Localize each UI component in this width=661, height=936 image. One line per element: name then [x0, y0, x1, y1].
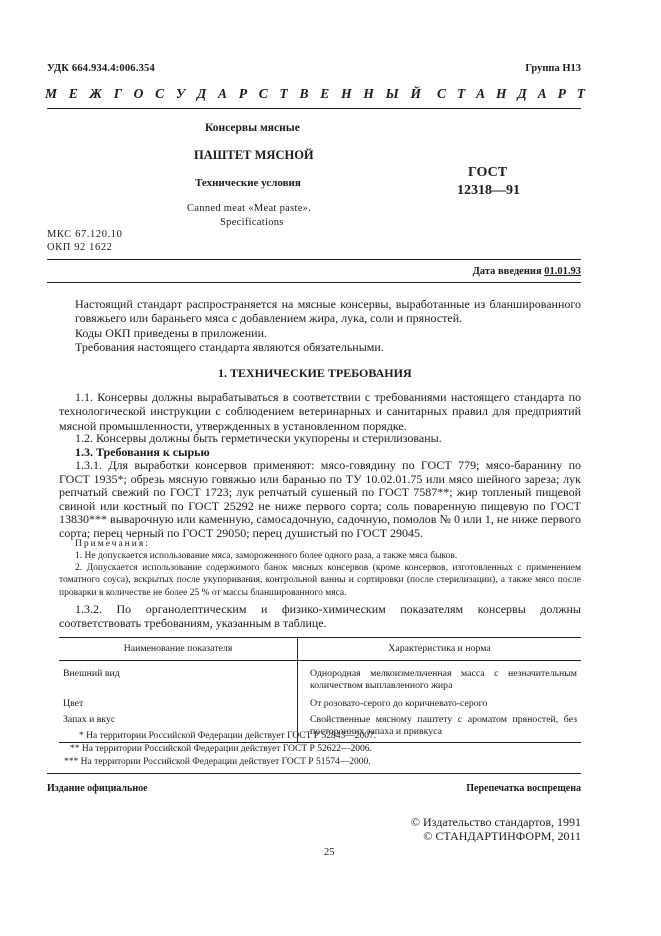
note-2: 2. Допускается использование содержимого банок мясных консервов (кроме консервов, изготовленных с применением томатного соуса), вскрытых после укупоривания, контрольной ванны и сортировки (после стерилизации), а также мясо после проварки в количестве не более 25 % от массы бланшированного мяса.	[59, 563, 581, 598]
table-cell-name: Запах и вкус	[59, 714, 298, 743]
footnote-3: *** На территории Российской Федерации действует ГОСТ Р 51574—2000.	[64, 757, 371, 767]
mandatory-note: Требования настоящего стандарта являются обязательными.	[75, 340, 384, 354]
banner-letter: Н	[496, 86, 507, 101]
standard-banner	[45, 86, 585, 102]
footnote-1: * На территории Российской Федерации действует ГОСТ Р 52843—2007.	[79, 731, 377, 741]
banner-letter: Ж	[89, 86, 102, 101]
banner-letter: Ы	[385, 86, 399, 101]
copyright-1991: © Издательство стандартов, 1991	[410, 815, 581, 829]
banner-letter: Н	[341, 86, 352, 101]
table-cell-name: Внешний вид	[59, 661, 298, 699]
okp-code: ОКП 92 1622	[47, 242, 113, 253]
date-rule	[47, 282, 581, 283]
banner-letter: Д	[517, 86, 527, 101]
footnote-2: ** На территории Российской Федерации действует ГОСТ Р 52622—2006.	[70, 744, 372, 754]
copyright-2011: © СТАНДАРТИНФОРМ, 2011	[423, 829, 581, 843]
doc-title: ПАШТЕТ МЯСНОЙ	[194, 148, 314, 162]
edition-label: Издание официальное	[47, 783, 148, 794]
table-row	[59, 698, 581, 713]
banner-letter: Й	[410, 86, 421, 101]
page-number: 25	[324, 847, 335, 858]
introduction-date	[473, 266, 581, 277]
banner-letter: Т	[456, 86, 466, 101]
gost-number: 12318—91	[457, 183, 520, 198]
clause-1-3-2: 1.3.2. По органолептическим и физико-химическим показателям консервы должны соответствовать требованиям, указанным в таблице.	[59, 602, 581, 631]
banner-letter: Р	[557, 86, 566, 101]
clause-1-2: 1.2. Консервы должны быть герметически укупорены и стерилизованы.	[75, 431, 442, 445]
table-cell-norm: Однородная мелкоизмельченная масса с незначительным количеством выплавленного жира	[310, 668, 577, 692]
section-title: 1. ТЕХНИЧЕСКИЕ ТРЕБОВАНИЯ	[218, 366, 412, 380]
header-rule	[47, 108, 581, 109]
gost-label: ГОСТ	[468, 165, 508, 180]
date-label: Дата введения	[472, 266, 542, 277]
banner-letter: Е	[320, 86, 330, 101]
banner-letter: С	[437, 86, 447, 101]
banner-left	[45, 86, 421, 102]
doc-category: Консервы мясные	[205, 122, 300, 134]
banner-letter: М	[45, 86, 58, 101]
english-subtitle: Specifications	[220, 217, 284, 228]
banner-right	[437, 86, 585, 102]
banner-letter: С	[258, 86, 268, 101]
spec-table	[59, 637, 581, 743]
table-header-name: Наименование показателя	[59, 638, 298, 661]
banner-letter: А	[476, 86, 486, 101]
banner-letter: Р	[238, 86, 248, 101]
banner-letter: А	[218, 86, 228, 101]
udk-code: УДК 664.934.4:006.354	[47, 63, 155, 74]
intro-paragraph: Настоящий стандарт распространяется на мясные консервы, выработанные из бланшированного говяжьего или бараньего мяса с добавлением жира, лука, соли и пряностей.	[75, 297, 581, 326]
banner-letter: Г	[113, 86, 122, 101]
reprint-notice: Перепечатка воспрещена	[466, 783, 581, 794]
group-code: Группа Н13	[525, 63, 581, 74]
table-header-norm: Характеристика и норма	[298, 638, 582, 661]
banner-letter: Т	[576, 86, 585, 101]
banner-letter: В	[299, 86, 309, 101]
notes-title: Примечания:	[75, 539, 150, 549]
banner-letter: С	[155, 86, 165, 101]
banner-letter: Н	[363, 86, 374, 101]
note-1: 1. Не допускается использование мяса, замороженного более одного раза, а также мяса быков.	[75, 551, 458, 561]
clause-1-1: 1.1. Консервы должны вырабатываться в соответствии с требованиями настоящего стандарта по технологической инструкции с соблюдением ветеринарных и санитарных правил для предприятий мясной промышленности, утвержденных в установленном порядке.	[59, 390, 581, 433]
clause-number: 1.3.	[75, 445, 93, 459]
clause-heading: Требования к сырью	[96, 445, 210, 459]
table-header-row	[59, 638, 581, 661]
clause-1-3-1: 1.3.1. Для выработки консервов применяют: мясо-говядину по ГОСТ 779; мясо-баранину по ГОСТ 1935*; обрезь мясную говяжью или баранью по ТУ 10.02.01.75 или мясо шейного зареза; лук репчатый свежий по ГОСТ 1723; лук репчатый сушеный по ГОСТ 7587**; жир топленый пищевой свиной или костный по ГОСТ 25292 не ниже первого сорта; соль поваренную пищевую по ГОСТ 13830*** выварочную или каменную, самосадочную, садочную, помолов № 0 или 1, не ниже первого сорта; перец черный по ГОСТ 29050; перец душистый по ГОСТ 29045.	[59, 458, 581, 540]
table-row	[59, 661, 581, 699]
banner-letter: Д	[197, 86, 207, 101]
banner-letter: Т	[279, 86, 288, 101]
table-cell-name: Цвет	[59, 698, 298, 713]
title-rule	[47, 259, 581, 260]
banner-letter: А	[537, 86, 547, 101]
banner-letter: Е	[68, 86, 78, 101]
banner-letter: У	[175, 86, 186, 101]
banner-letter: О	[133, 86, 144, 101]
table-cell-norm: От розовато-серого до коричневато-серого	[310, 698, 488, 710]
date-value: 01.01.93	[544, 266, 581, 277]
okp-note: Коды ОКП приведены в приложении.	[75, 326, 268, 340]
english-title: Canned meat «Meat paste».	[187, 203, 312, 214]
footer-rule	[47, 773, 581, 774]
table-cell-norm: Свойственные мясному паштету с ароматом пряностей, без посторонних запаха и привкуса	[298, 714, 582, 743]
mks-code: МКС 67.120.10	[47, 229, 123, 240]
doc-subtitle: Технические условия	[195, 177, 301, 189]
